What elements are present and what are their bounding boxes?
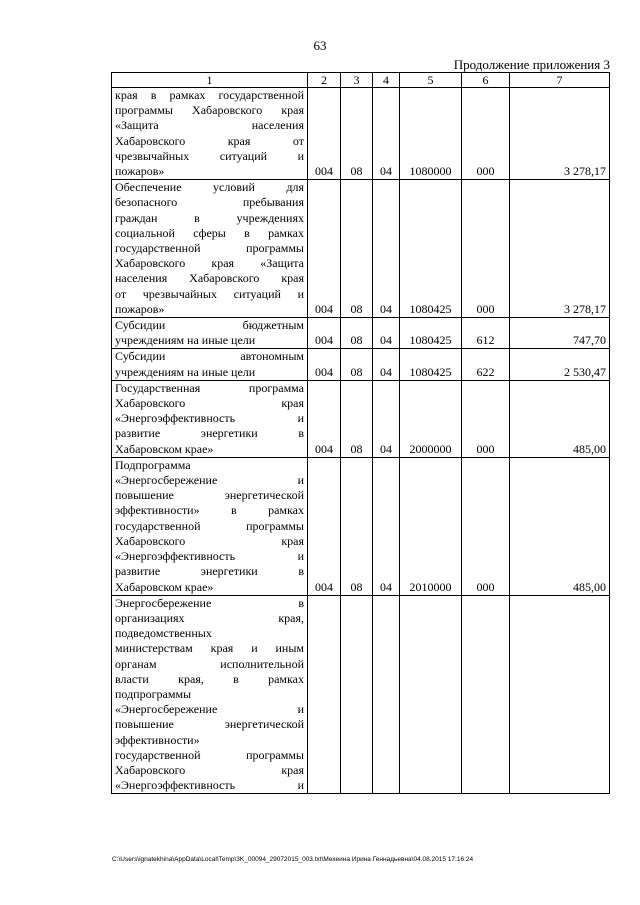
code-main: 004 <box>308 380 341 457</box>
code-expense-type: 000 <box>462 88 510 180</box>
code-expense-type <box>462 595 510 794</box>
description-line: Субсидии автономным <box>115 349 304 364</box>
code-target: 1080000 <box>400 88 462 180</box>
description-line: пожаров» <box>115 301 165 316</box>
row-description <box>112 457 308 595</box>
row-description <box>112 349 308 380</box>
file-path-footer: C:\Users\ignatekhina\AppData\Local\Temp\3K_00094_29072015_003.txt\Мехеина Ирина Геннадьевна\04.08.2015 17:16:24 <box>112 856 474 863</box>
code-section: 08 <box>341 88 373 180</box>
description-line: Хабаровского края от <box>115 133 304 148</box>
description-line: Хабаровского края «Защита <box>115 256 304 271</box>
table-row <box>112 88 610 180</box>
col-header-4: 4 <box>373 73 400 88</box>
description-line: «Энергосбережение и <box>115 702 304 717</box>
description-line: власти края, в рамках <box>115 671 304 686</box>
code-main: 004 <box>308 349 341 380</box>
description-line: «Энергоэффективность и <box>115 549 304 564</box>
code-expense-type: 000 <box>462 457 510 595</box>
description-line: министерствам края и иным <box>115 641 304 656</box>
description-line: Субсидии бюджетным <box>115 318 304 333</box>
amount-value: 2 530,47 <box>510 349 610 380</box>
col-header-6: 6 <box>462 73 510 88</box>
continuation-label: Продолжение приложения 3 <box>453 57 610 72</box>
code-target: 2000000 <box>400 380 462 457</box>
description-line: Хабаровском крае» <box>115 441 214 456</box>
amount-value: 3 278,17 <box>510 88 610 180</box>
description-line: Государственная программа <box>115 380 304 395</box>
table-row <box>112 349 610 380</box>
table-row <box>112 318 610 349</box>
description-line: «Энергоэффективность и <box>115 778 304 793</box>
description-line: государственной программы <box>115 518 304 533</box>
description-line: Хабаровского края <box>115 396 304 411</box>
amount-value <box>510 595 610 794</box>
code-expense-type: 000 <box>462 380 510 457</box>
amount-value: 485,00 <box>510 457 610 595</box>
description-line: развитие энергетики в <box>115 426 304 441</box>
code-subsection: 04 <box>373 380 400 457</box>
description-line: органам исполнительной <box>115 656 304 671</box>
code-main: 004 <box>308 318 341 349</box>
description-line: Хабаровском крае» <box>115 579 214 594</box>
description-line: учреждениям на иные цели <box>115 364 256 379</box>
table-row <box>112 595 610 794</box>
code-section: 08 <box>341 457 373 595</box>
code-main: 004 <box>308 88 341 180</box>
description-line: подпрограммы <box>115 686 192 701</box>
description-line: Подпрограмма <box>115 457 191 472</box>
description-line: организациях края, <box>115 610 304 625</box>
description-line: края в рамках государственной <box>115 88 304 102</box>
code-subsection: 04 <box>373 349 400 380</box>
description-line: населения Хабаровского края <box>115 271 304 286</box>
code-section: 08 <box>341 318 373 349</box>
code-expense-type: 612 <box>462 318 510 349</box>
code-target: 1080425 <box>400 180 462 318</box>
description-line: Хабаровского края <box>115 762 304 777</box>
code-target <box>400 595 462 794</box>
description-line: от чрезвычайных ситуаций и <box>115 286 304 301</box>
description-line: повышение энергетической <box>115 717 304 732</box>
amount-value: 3 278,17 <box>510 180 610 318</box>
description-line: развитие энергетики в <box>115 564 304 579</box>
description-line: повышение энергетической <box>115 488 304 503</box>
code-target: 2010000 <box>400 457 462 595</box>
description-line: государственной программы <box>115 241 304 256</box>
description-line: «Энергоэффективность и <box>115 411 304 426</box>
page-number: 63 <box>313 38 327 53</box>
table-header-row <box>112 73 610 88</box>
table-row <box>112 457 610 595</box>
row-description <box>112 88 308 180</box>
amount-value: 747,70 <box>510 318 610 349</box>
table-row <box>112 180 610 318</box>
description-line: учреждениям на иные цели <box>115 333 256 348</box>
description-line: эффективности» <box>115 732 200 747</box>
description-line: Обеспечение условий для <box>115 180 304 195</box>
code-target: 1080425 <box>400 318 462 349</box>
description-line: граждан в учреждениях <box>115 210 304 225</box>
row-description <box>112 180 308 318</box>
description-line: пожаров» <box>115 164 165 179</box>
description-line: подведомственных <box>115 626 212 641</box>
row-description <box>112 318 308 349</box>
description-line: государственной программы <box>115 747 304 762</box>
code-expense-type: 622 <box>462 349 510 380</box>
description-line: эффективности» в рамках <box>115 503 304 518</box>
code-section: 08 <box>341 349 373 380</box>
code-main: 004 <box>308 457 341 595</box>
col-header-1: 1 <box>112 73 308 88</box>
code-target: 1080425 <box>400 349 462 380</box>
code-main <box>308 595 341 794</box>
code-subsection: 04 <box>373 88 400 180</box>
col-header-7: 7 <box>510 73 610 88</box>
code-subsection: 04 <box>373 457 400 595</box>
budget-table <box>111 72 610 794</box>
code-subsection <box>373 595 400 794</box>
col-header-3: 3 <box>341 73 373 88</box>
code-section <box>341 595 373 794</box>
col-header-5: 5 <box>400 73 462 88</box>
row-description <box>112 380 308 457</box>
description-line: Энергосбережение в <box>115 595 304 610</box>
description-line: программы Хабаровского края <box>115 103 304 118</box>
code-subsection: 04 <box>373 318 400 349</box>
code-main: 004 <box>308 180 341 318</box>
description-line: чрезвычайных ситуаций и <box>115 148 304 163</box>
code-expense-type: 000 <box>462 180 510 318</box>
code-subsection: 04 <box>373 180 400 318</box>
col-header-2: 2 <box>308 73 341 88</box>
description-line: безопасного пребывания <box>115 195 304 210</box>
description-line: Хабаровского края <box>115 533 304 548</box>
amount-value: 485,00 <box>510 380 610 457</box>
description-line: «Защита населения <box>115 118 304 133</box>
description-line: социальной сферы в рамках <box>115 225 304 240</box>
row-description <box>112 595 308 794</box>
code-section: 08 <box>341 180 373 318</box>
code-section: 08 <box>341 380 373 457</box>
table-row <box>112 380 610 457</box>
description-line: «Энергосбережение и <box>115 473 304 488</box>
